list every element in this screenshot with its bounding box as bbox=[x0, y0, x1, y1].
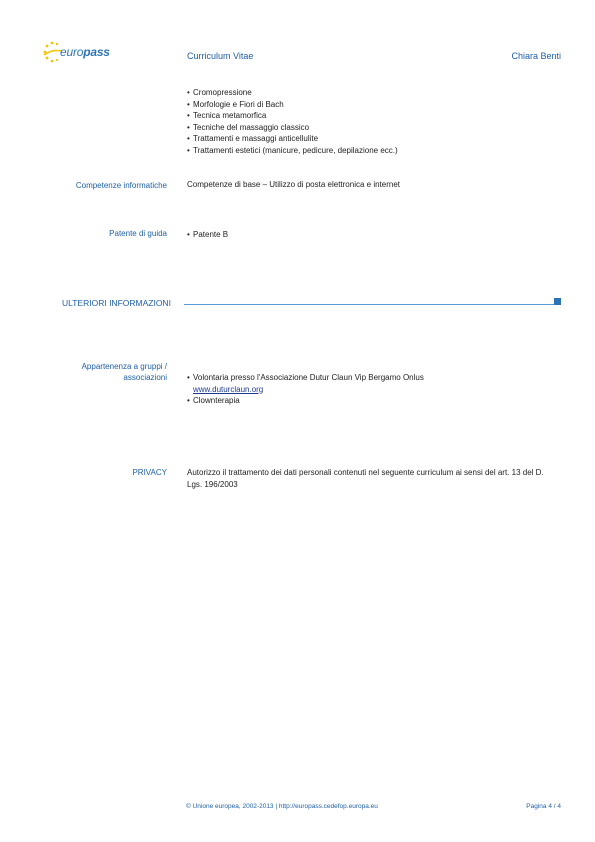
document-title: Curriculum Vitae bbox=[187, 51, 254, 61]
list-item: • Tecniche del massaggio classico bbox=[187, 122, 567, 134]
person-name: Chiara Benti bbox=[511, 51, 561, 61]
list-item: • Cromopressione bbox=[187, 87, 567, 99]
europass-wordmark: europass bbox=[60, 45, 110, 59]
computer-skills-label: Competenze informatiche bbox=[75, 181, 167, 190]
privacy-text-line2: Lgs. 196/2003 bbox=[187, 479, 238, 489]
association-text: Volontaria presso l'Associazione Dutur Claun Vip Bergamo Onlus bbox=[193, 373, 424, 382]
list-item: • Tecnica metamorfica bbox=[187, 110, 567, 122]
footer-page-number: Pagina 4 / 4 bbox=[526, 803, 561, 810]
privacy-text-line1: Autorizzo il trattamento dei dati personali contenuti nel seguente curriculum ai sensi del art. 13 del D. bbox=[187, 468, 544, 477]
list-item bbox=[187, 372, 567, 395]
section-marker bbox=[554, 298, 561, 305]
section-title: ULTERIORI INFORMAZIONI bbox=[62, 298, 171, 308]
footer-copyright: © Unione europea, 2002-2013 | http://europass.cedefop.europa.eu bbox=[186, 803, 378, 810]
list-item: • Trattamenti e massaggi anticellulite bbox=[187, 133, 567, 145]
associations-label-line1: Appartenenza a gruppi / bbox=[81, 362, 167, 371]
list-item: • Clownterapia bbox=[187, 395, 567, 407]
privacy-text bbox=[187, 467, 567, 490]
associations-label bbox=[82, 361, 167, 383]
section-divider bbox=[184, 304, 556, 305]
list-item: • Patente B bbox=[187, 229, 567, 241]
privacy-label: PRIVACY bbox=[132, 468, 167, 477]
associations-label-line2: associazioni bbox=[123, 373, 167, 382]
driving-license-value bbox=[187, 229, 567, 241]
associations-value bbox=[187, 372, 567, 407]
computer-skills-value: Competenze di base – Utilizzo di posta elettronica e internet bbox=[187, 180, 401, 189]
driving-license-label: Patente di guida bbox=[109, 229, 167, 238]
association-link[interactable]: www.duturclaun.org bbox=[193, 384, 264, 394]
list-item: • Morfologie e Fiori di Bach bbox=[187, 99, 567, 111]
training-list bbox=[187, 87, 567, 156]
europass-logo bbox=[42, 40, 126, 64]
list-item: • Trattamenti estetici (manicure, pedicure, depilazione ecc.) bbox=[187, 145, 567, 157]
